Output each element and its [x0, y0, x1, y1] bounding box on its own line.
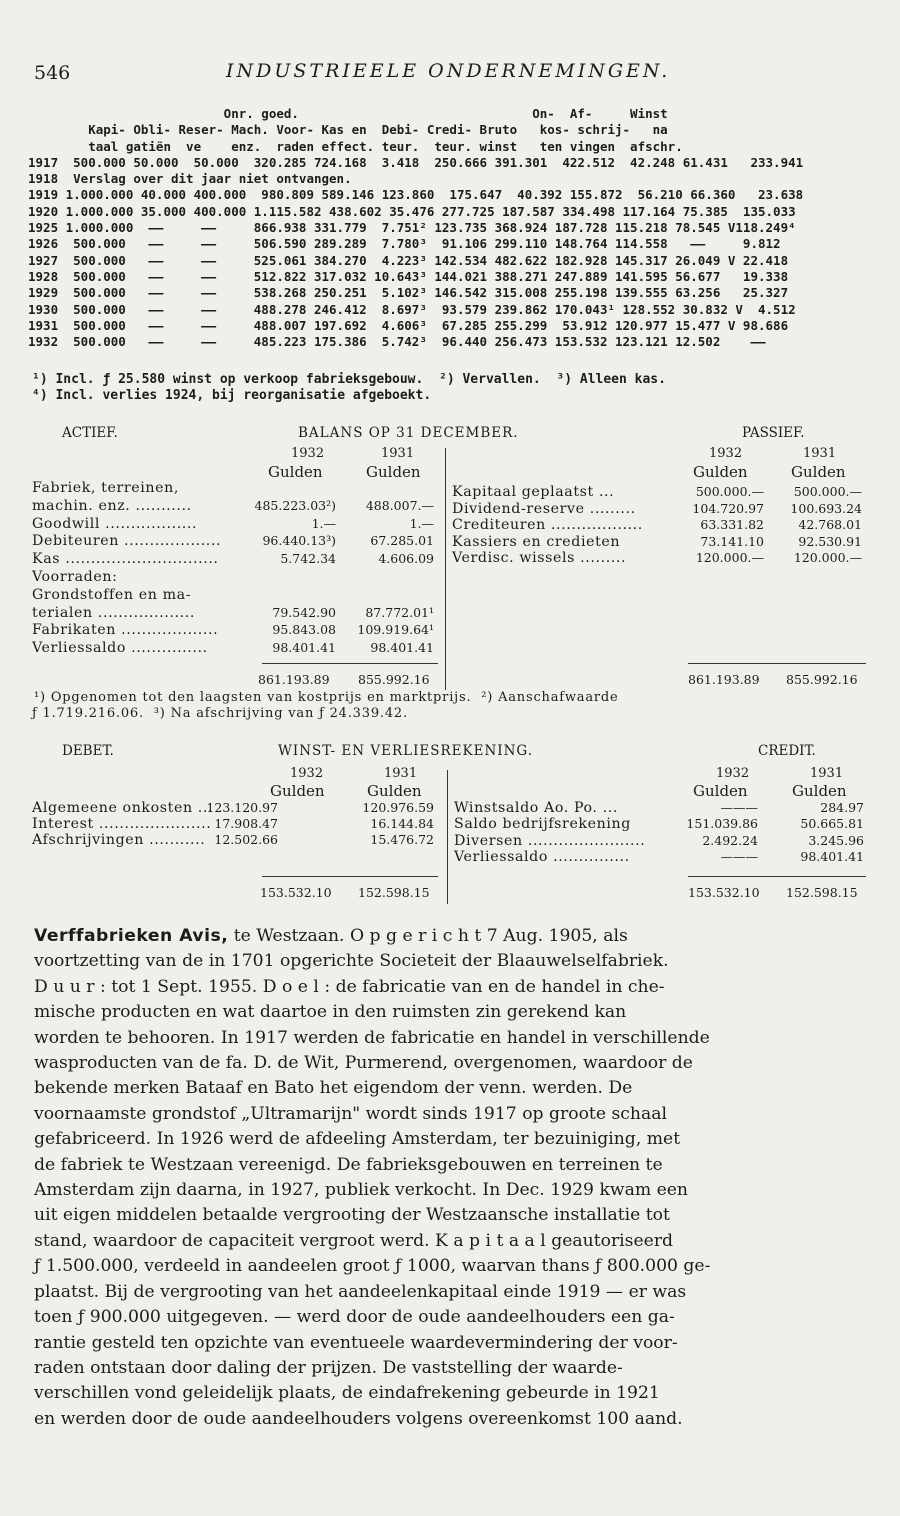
ledger-label: terialen ................... — [32, 604, 195, 621]
ledger-label: Fabriek, terreinen, — [32, 480, 179, 496]
currency-label: Gulden — [792, 782, 847, 800]
table-row-text: 1919 1.000.000 40.000 400.000 980.809 589.146 123.860 175.647 40.392 155.872 56.210 66.360 23.638 — [28, 187, 804, 203]
paragraph-line: uit eigen middelen betaalde vergrooting der Westzaansche installatie tot — [34, 1205, 670, 1226]
paragraph-line: verschillen vond geleidelijk plaats, de eindafrekening gebeurde in 1921 — [34, 1383, 660, 1404]
ledger-value-1931: 500.000.— — [793, 484, 862, 499]
winst-title: WINST- EN VERLIESREKENING. — [278, 743, 534, 759]
paragraph-line: plaatst. Bij de vergrooting van het aandeelenkapitaal einde 1919 — er was — [34, 1281, 687, 1302]
ledger-value-1932: 120.000.— — [695, 550, 764, 566]
stats-header-line: Onr. goed. On- Af- Winst — [28, 106, 668, 121]
paragraph-line: stand, waardoor de capaciteit vergroot werd. K a p i t a a l geautoriseerd — [34, 1230, 674, 1251]
ledger-value-1932: 12.502.66 — [214, 832, 278, 847]
ledger-value-1932: 2.492.24 — [702, 832, 758, 848]
table-row-text: 1918 Verslag over dit jaar niet ontvangen. — [28, 171, 352, 187]
ledger-value-1932: 17.908.47 — [214, 816, 278, 831]
table-row — [28, 285, 874, 301]
paragraph-line: en werden door de oude aandeelhouders volgens overeenkomst 100 aand. — [34, 1408, 683, 1429]
table-row — [28, 220, 874, 236]
page-number: 546 — [34, 62, 71, 84]
year-1932: 1932 — [291, 446, 325, 461]
total-debet-1932: 153.532.10 — [260, 885, 332, 900]
ledger-value-1932: 73.141.10 — [700, 533, 764, 549]
total-passief-1931: 855.992.16 — [786, 672, 858, 687]
ledger-value-1931: 4.606.09 — [378, 551, 434, 567]
ledger-value-1931: 120.000.— — [793, 550, 862, 566]
paragraph-line: mische producten en wat daartoe in den ruimsten zin gerekend kan — [34, 1002, 627, 1023]
paragraph-line: wasproducten van de fa. D. de Wit, Purmerend, overgenomen, waardoor de — [34, 1053, 693, 1074]
year-1931: 1931 — [803, 446, 837, 461]
ledger-label: Kas .............................. — [32, 551, 219, 568]
total-rule — [262, 663, 438, 664]
paragraph-line: rantie gesteld ten opzichte van eventueele waardevermindering der voor- — [34, 1332, 678, 1353]
paragraph-line: voortzetting van de in 1701 opgerichte Societeit der Blaauwelselfabriek. — [34, 951, 669, 972]
total-rule — [262, 876, 438, 877]
currency-label: Gulden — [367, 782, 422, 800]
ledger-label: Voorraden: — [32, 569, 118, 585]
ledger-label: Fabrikaten ................... — [32, 622, 219, 639]
ledger-value-1931: 98.401.41 — [800, 849, 864, 865]
table-row — [28, 302, 874, 318]
table-row-text: 1917 500.000 50.000 50.000 320.285 724.168 3.418 250.666 391.301 422.512 42.248 61.431 233.941 — [28, 154, 804, 170]
table-row — [28, 334, 874, 350]
balans-footnote-1: ¹) Opgenomen tot den laagsten van kostprijs en marktprijs. ²) Aanschafwaarde — [34, 690, 619, 705]
winst-divider — [447, 770, 448, 904]
company-description — [34, 924, 872, 1432]
paragraph-line: bekende merken Bataaf en Bato het eigendom der venn. werden. De — [34, 1078, 633, 1099]
ledger-label: Verliessaldo ............... — [454, 849, 630, 866]
table-row — [28, 155, 874, 171]
ledger-value-1932: 79.542.90 — [272, 604, 336, 620]
stats-footnote-2: ⁴) Incl. verlies 1924, bij reorganisatie afgeboekt. — [32, 388, 432, 403]
ledger-value-1931: 50.665.81 — [800, 816, 864, 832]
ledger-label: Diversen ....................... — [454, 832, 646, 849]
ledger-value-1931: 98.401.41 — [370, 640, 434, 656]
ledger-label: Verliessaldo ............... — [32, 640, 208, 657]
ledger-value-1932: 500.000.— — [695, 484, 764, 499]
table-row — [28, 171, 874, 187]
ledger-value-1931: 67.285.01 — [370, 533, 434, 549]
ledger-value-1932: ——— — [720, 800, 758, 815]
year-1932: 1932 — [290, 766, 324, 781]
currency-label: Gulden — [366, 463, 421, 481]
table-row-text: 1932 500.000 —— —— 485.223 175.386 5.742³ 96.440 256.473 153.532 123.121 12.502 —— — [28, 334, 766, 350]
ledger-label: Verdisc. wissels ......... — [452, 550, 627, 567]
table-row — [28, 187, 874, 203]
paragraph-body — [34, 949, 872, 1432]
paragraph-line: gefabriceerd. In 1926 werd de afdeeling Amsterdam, ter bezuiniging, met — [34, 1129, 681, 1150]
passief-heading: PASSIEF. — [742, 425, 805, 441]
table-row-text: 1928 500.000 —— —— 512.822 317.032 10.643³ 144.021 388.271 247.889 141.595 56.677 19.338 — [28, 268, 789, 284]
balans-footnote-2: ƒ 1.719.216.06. ³) Na afschrijving van ƒ 24.339.42. — [32, 706, 408, 721]
currency-label: Gulden — [270, 782, 325, 800]
ledger-label: Crediteuren .................. — [452, 517, 643, 534]
paragraph-line — [34, 924, 872, 949]
ledger-label: Grondstoffen en ma- — [32, 586, 192, 603]
ledger-value-1931: 92.530.91 — [798, 533, 862, 549]
year-1931: 1931 — [381, 446, 415, 461]
ledger-value-1932: 151.039.86 — [686, 816, 758, 832]
balans-title: BALANS OP 31 DECEMBER. — [298, 425, 519, 441]
paragraph-line: worden te behooren. In 1917 werden de fabricatie en handel in verschillende — [34, 1027, 710, 1048]
table-row-text: 1925 1.000.000 —— —— 866.938 331.779 7.751² 123.735 368.924 187.728 115.218 78.545 V118.249⁴ — [28, 220, 796, 236]
total-debet-1931: 152.598.15 — [358, 885, 430, 900]
table-row-text: 1920 1.000.000 35.000 400.000 1.115.582 438.602 35.476 277.725 187.587 334.498 117.164 75.385 135.033 — [28, 203, 796, 219]
year-1932: 1932 — [709, 446, 743, 461]
ledger-value-1931: 87.772.01¹ — [365, 604, 434, 620]
total-credit-1931: 152.598.15 — [786, 885, 858, 900]
paragraph-line: Amsterdam zijn daarna, in 1927, publiek verkocht. In Dec. 1929 kwam een — [34, 1180, 688, 1201]
total-actief-1931: 855.992.16 — [358, 672, 430, 687]
debet-heading: DEBET. — [62, 743, 114, 759]
ledger-value-1932: 63.331.82 — [700, 517, 764, 533]
currency-label: Gulden — [791, 463, 846, 481]
statistics-table — [28, 106, 874, 350]
stats-header-row — [28, 139, 874, 155]
year-1931: 1931 — [810, 766, 844, 781]
paragraph-line: raden ontstaan door daling der prijzen. De vaststelling der waarde- — [34, 1357, 623, 1378]
paragraph-line: toen ƒ 900.000 uitgegeven. — werd door de oude aandeelhouders een ga- — [34, 1307, 675, 1328]
ledger-value-1931: 100.693.24 — [790, 500, 862, 516]
ledger-label: Goodwill .................. — [32, 515, 198, 532]
stats-header-line: taal gatiën ve enz. raden effect. teur. teur. winst ten vingen afschr. — [28, 138, 683, 154]
year-1931: 1931 — [384, 766, 418, 781]
ledger-value-1931: 42.768.01 — [798, 517, 862, 533]
credit-heading: CREDIT. — [758, 743, 816, 759]
company-name: Verffabrieken Avis, — [34, 926, 229, 946]
ledger-value-1931: 120.976.59 — [362, 800, 434, 815]
ledger-value-1931: 109.919.64¹ — [357, 622, 434, 638]
stats-footnote-1: ¹) Incl. ƒ 25.580 winst op verkoop fabrieksgebouw. ²) Vervallen. ³) Alleen kas. — [32, 372, 666, 387]
stats-header-row — [28, 122, 874, 138]
ledger-label: Kassiers en credieten — [452, 533, 621, 550]
ledger-label: Kapitaal geplaatst ... — [452, 484, 615, 500]
ledger-value-1931: 3.245.96 — [808, 832, 864, 848]
total-passief-1932: 861.193.89 — [688, 672, 760, 687]
ledger-value-1931: 488.007.— — [365, 497, 434, 513]
ledger-value-1931: 15.476.72 — [370, 832, 434, 847]
stats-header-line: Kapi- Obli- Reser- Mach. Voor- Kas en Debi- Credi- Bruto kos- schrij- na — [28, 122, 668, 138]
ledger-label: machin. enz. ........... — [32, 497, 192, 514]
table-row-text: 1927 500.000 —— —— 525.061 384.270 4.223³ 142.534 482.622 182.928 145.317 26.049 V 22.418 — [28, 252, 789, 268]
ledger-value-1932: 5.742.34 — [280, 551, 336, 567]
ledger-value-1932: 95.843.08 — [272, 622, 336, 638]
total-rule — [688, 876, 866, 877]
ledger-label: Algemeene onkosten ... — [32, 800, 214, 816]
ledger-value-1931: 16.144.84 — [370, 816, 434, 831]
ledger-label: Saldo bedrijfsrekening — [454, 816, 631, 833]
year-1932: 1932 — [716, 766, 750, 781]
ledger-value-1932: 104.720.97 — [692, 500, 764, 516]
running-title: INDUSTRIEELE ONDERNEMINGEN. — [226, 60, 671, 82]
table-row — [28, 253, 874, 269]
ledger-label: Debiteuren ................... — [32, 533, 222, 550]
ledger-value-1931: 1.— — [409, 515, 434, 531]
total-credit-1932: 153.532.10 — [688, 885, 760, 900]
table-row-text: 1931 500.000 —— —— 488.007 197.692 4.606³ 67.285 255.299 53.912 120.977 15.477 V 98.686 — [28, 317, 789, 333]
ledger-value-1932: 98.401.41 — [272, 640, 336, 656]
ledger-label: Afschrijvingen ........... — [32, 832, 206, 848]
currency-label: Gulden — [693, 782, 748, 800]
actief-heading: ACTIEF. — [62, 425, 118, 441]
total-actief-1932: 861.193.89 — [258, 672, 330, 687]
table-row — [28, 269, 874, 285]
paragraph-text: te Westzaan. O p g e r i c h t 7 Aug. 1905, als — [228, 926, 628, 946]
table-row-text: 1929 500.000 —— —— 538.268 250.251 5.102³ 146.542 315.008 255.198 139.555 63.256 25.327 — [28, 285, 789, 301]
currency-label: Gulden — [268, 463, 323, 481]
paragraph-line: ƒ 1.500.000, verdeeld in aandeelen groot ƒ 1000, waarvan thans ƒ 800.000 ge- — [34, 1256, 711, 1277]
stats-header-row — [28, 106, 874, 122]
ledger-value-1932: 96.440.13³) — [262, 533, 336, 549]
currency-label: Gulden — [693, 463, 748, 481]
table-row — [28, 236, 874, 252]
ledger-value-1932: ——— — [720, 849, 758, 865]
table-row — [28, 204, 874, 220]
ledger-value-1932: 485.223.03²) — [254, 497, 336, 513]
balans-divider — [445, 448, 446, 690]
ledger-value-1931: 284.97 — [820, 800, 864, 815]
paragraph-line: D u u r : tot 1 Sept. 1955. D o e l : de fabricatie van en de handel in che- — [34, 976, 665, 997]
paragraph-line: voornaamste grondstof „Ultramarijn" wordt sinds 1917 op groote schaal — [34, 1103, 667, 1124]
ledger-value-1932: 1.— — [311, 515, 336, 531]
ledger-label: Interest ...................... — [32, 816, 212, 832]
ledger-value-1932: 123.120.97 — [206, 800, 278, 815]
table-row-text: 1930 500.000 —— —— 488.278 246.412 8.697³ 93.579 239.862 170.043¹ 128.552 30.832 V 4.512 — [28, 301, 796, 317]
table-row — [28, 318, 874, 334]
ledger-label: Winstsaldo Ao. Po. ... — [454, 800, 618, 816]
table-row-text: 1926 500.000 —— —— 506.590 289.289 7.780³ 91.106 299.110 148.764 114.558 —— 9.812 — [28, 236, 781, 252]
total-rule — [688, 663, 866, 664]
paragraph-line: de fabriek te Westzaan vereenigd. De fabrieksgebouwen en terreinen te — [34, 1154, 663, 1175]
ledger-label: Dividend-reserve ......... — [452, 500, 636, 517]
